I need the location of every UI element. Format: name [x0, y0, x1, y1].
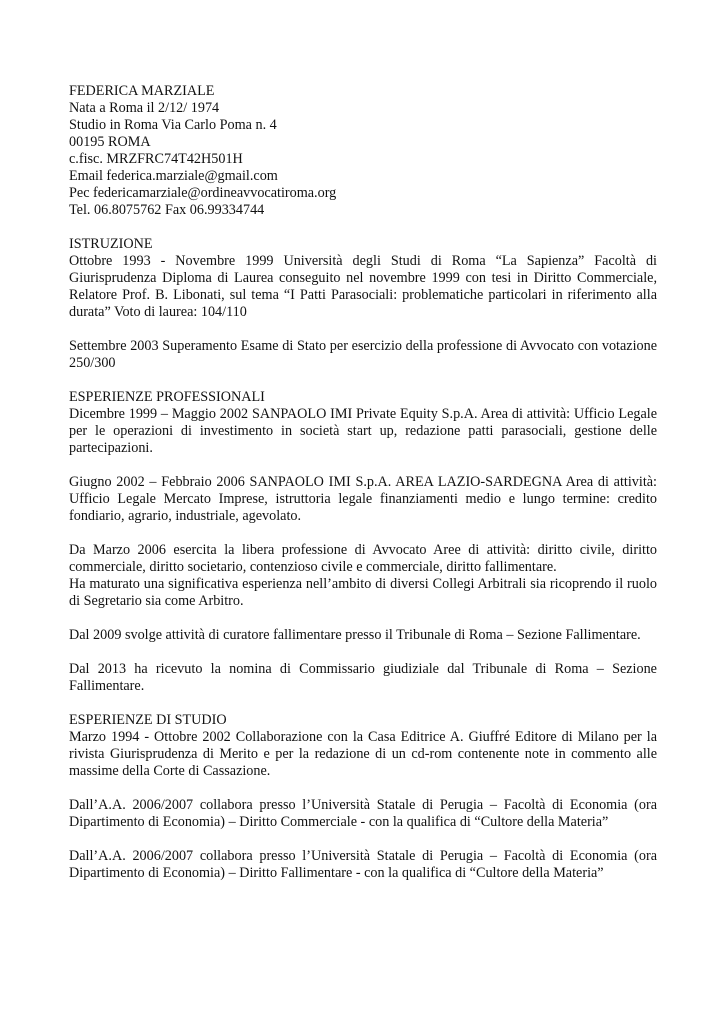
spacer [69, 525, 657, 542]
cv-document [69, 83, 657, 882]
spacer [69, 610, 657, 627]
studio-address: Studio in Roma Via Carlo Poma n. 4 [69, 117, 277, 133]
spacer [69, 695, 657, 712]
paragraph-giuffre: Marzo 1994 - Ottobre 2002 Collaborazione con la Casa Editrice A. Giuffré Editore di Milano per la rivista Giurisprudenza di Merito e per la redazione di un cd-rom contenente note in commento alle massime della Corte di Cassazione. [69, 729, 657, 779]
section-istruzione [69, 236, 657, 372]
spacer [69, 644, 657, 661]
spacer [69, 219, 657, 236]
spacer [69, 780, 657, 797]
section-heading: ESPERIENZE PROFESSIONALI [69, 389, 265, 405]
section-esperienze-professionali [69, 389, 657, 695]
section-esperienze-studio [69, 712, 657, 882]
paragraph-commissario: Dal 2013 ha ricevuto la nomina di Commissario giudiziale dal Tribunale di Roma – Sezione Fallimentare. [69, 661, 657, 694]
phone-fax-line: Tel. 06.8075762 Fax 06.99334744 [69, 202, 265, 218]
paragraph-sanpaolo-equity: Dicembre 1999 – Maggio 2002 SANPAOLO IMI Private Equity S.p.A. Area di attività: Ufficio Legale per le operazioni di investimento in società start up, redazione patti parasociali, gestione delle partecipazioni. [69, 406, 657, 456]
paragraph-collegi-arbitrali: Ha maturato una significativa esperienza nell’ambito di diversi Collegi Arbitrali sia ricoprendo il ruolo di Segretario sia come Arbitro. [69, 576, 657, 609]
fiscal-code: c.fisc. MRZFRC74T42H501H [69, 151, 243, 167]
paragraph-perugia-commerciale: Dall’A.A. 2006/2007 collabora presso l’Università Statale di Perugia – Facoltà di Economia (ora Dipartimento di Economia) – Diritto Commerciale - con la qualifica di “Cultore della Materia” [69, 797, 657, 830]
birth-info: Nata a Roma il 2/12/ 1974 [69, 100, 220, 116]
paragraph-curatore: Dal 2009 svolge attività di curatore fallimentare presso il Tribunale di Roma – Sezione Fallimentare. [69, 627, 641, 643]
spacer [69, 457, 657, 474]
spacer [69, 321, 657, 338]
header-block [69, 83, 657, 219]
spacer [69, 831, 657, 848]
section-heading: ISTRUZIONE [69, 236, 153, 252]
zip-city: 00195 ROMA [69, 134, 151, 150]
paragraph-perugia-fallimentare: Dall’A.A. 2006/2007 collabora presso l’Università Statale di Perugia – Facoltà di Economia (ora Dipartimento di Economia) – Diritto Fallimentare - con la qualifica di “Cultore della Materia” [69, 848, 657, 881]
person-name: FEDERICA MARZIALE [69, 83, 215, 99]
paragraph-bar-exam: Settembre 2003 Superamento Esame di Stato per esercizio della professione di Avvocato con votazione 250/300 [69, 338, 657, 371]
paragraph-degree: Ottobre 1993 - Novembre 1999 Università degli Studi di Roma “La Sapienza” Facoltà di Giurisprudenza Diploma di Laurea conseguito nel novembre 1999 con tesi in Diritto Commerciale, Relatore Prof. B. Libonati, sul tema “I Patti Parasociali: problematiche particolari in riferimento alla durata” Voto di laurea: 104/110 [69, 253, 657, 320]
section-heading: ESPERIENZE DI STUDIO [69, 712, 227, 728]
pec-line: Pec federicamarziale@ordineavvocatiroma.org [69, 185, 337, 201]
paragraph-libera-professione: Da Marzo 2006 esercita la libera professione di Avvocato Aree di attività: diritto civile, diritto commerciale, diritto societario, contenzioso civile e commerciale, diritto fallimentare. [69, 542, 657, 575]
email-line: Email federica.marziale@gmail.com [69, 168, 278, 184]
spacer [69, 372, 657, 389]
paragraph-sanpaolo-imi: Giugno 2002 – Febbraio 2006 SANPAOLO IMI S.p.A. AREA LAZIO-SARDEGNA Area di attività: Ufficio Legale Mercato Imprese, istruttoria legale finanziamenti medio e lungo termine: credito fondiario, agrario, industriale, agevolato. [69, 474, 657, 524]
